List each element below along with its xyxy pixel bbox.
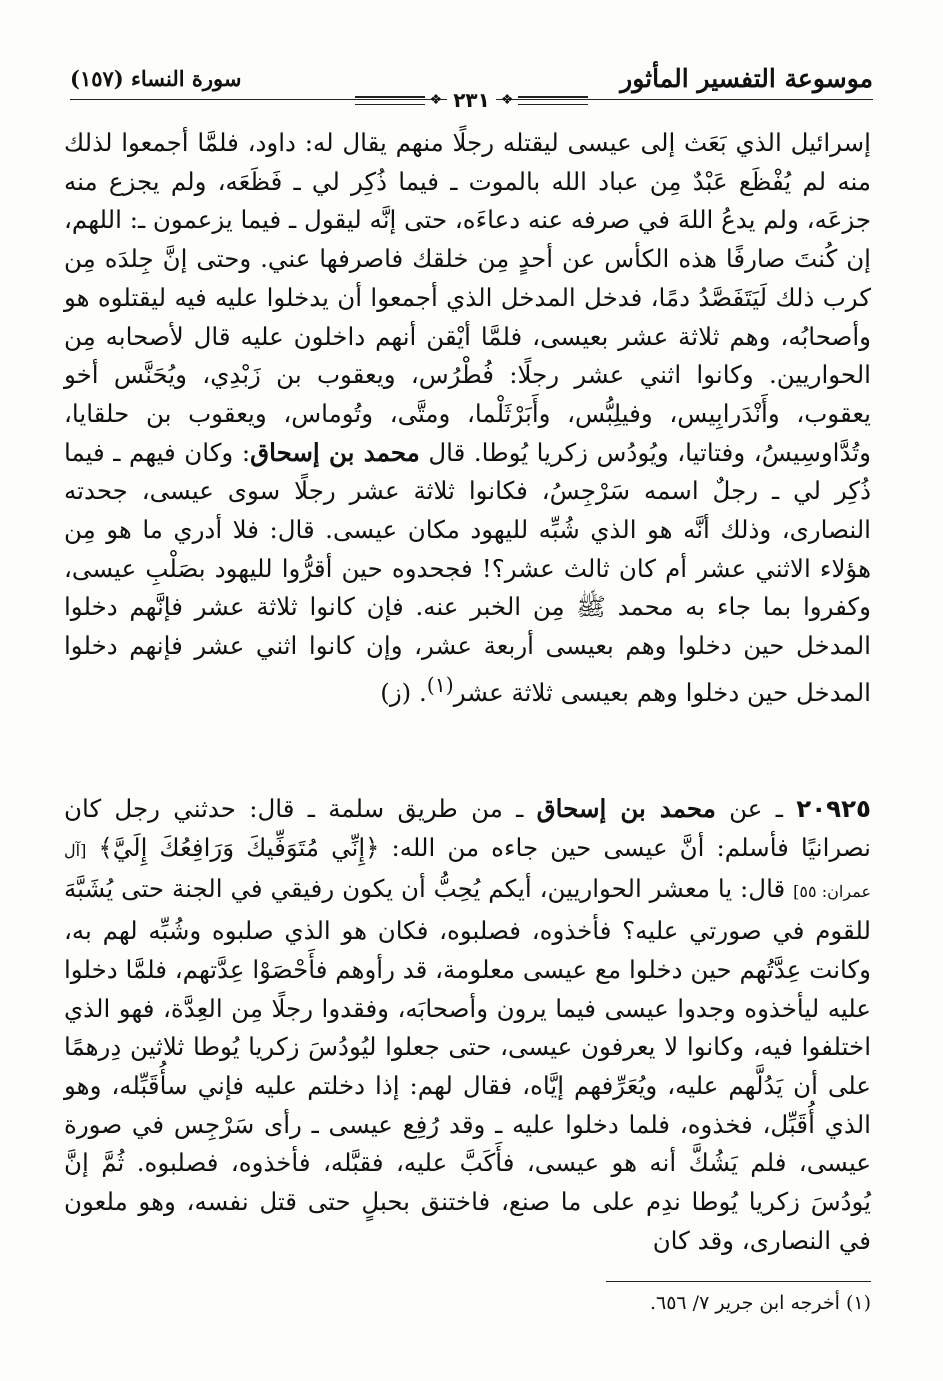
book-title: موسوعة التفسير المأثور xyxy=(620,63,873,93)
footnote: (١) أخرجه ابن جرير ٧/ ٦٥٦. xyxy=(649,1292,871,1314)
paragraph-text: ـ من طريق سلمة ـ قال: حدثني رجل كان نصرانيًا فأسلم: أنَّ عيسى حين جاءه من الله: ﴿إِنِّي مُتَوَفِّيكَ وَرَافِعُكَ إِلَيَّ﴾ xyxy=(64,794,871,862)
hadith-number: ٢٠٩٢٥ xyxy=(796,794,872,823)
footnote-rule xyxy=(606,1281,871,1282)
paragraph-continuation xyxy=(64,124,871,713)
hadith-entry xyxy=(64,790,871,1260)
source-code: . (ز) xyxy=(380,678,427,707)
narrator-name: محمد بن إسحاق xyxy=(250,437,420,467)
ornament-diamond-icon: ❖ xyxy=(429,92,443,108)
narrator-name: محمد بن إسحاق xyxy=(536,794,716,823)
footnote-marker: (١) xyxy=(426,672,454,697)
page-number-ornament xyxy=(0,88,943,112)
paragraph-text: قال: يا معشر الحواريين، أيكم يُحِبُّ أن يكون رفيقي في الجنة حتى يُشَبَّهَ للقوم في صورتي عليه؟ فأخذوه، فصلبوه، فكان هو الذي صلبوه وشُبِّه لهم به، وكانت عِدَّتُهم حين دخلوا مع عيسى معلومة، قد رأوهم فأَحْصَوْا عِدَّتهم، فلمَّا دخلوا عليه ليأخذوه وجدوا عيسى فيما يرون وأصحابَه، وفقدوا رجلًا مِن العِدَّة، فهو الذي اختلفوا فيه، وكانوا لا يعرفون عيسى، حتى جعلوا ليُودُسَ زكريا يُوطا ثلاثين دِرهمًا على أن يَدُلَّهم عليه، ويُعَرِّفهم إيَّاه، فقال لهم: إذا دخلتم عليه فإني سأُقَبِّله، وهو الذي أُقَبِّل، فخذوه، فلما دخلوا عليه ـ وقد رُفِع عيسى ـ رأى سَرْجِس في صورة عيسى، فلم يَشُكَّ أنه هو عيسى، فأَكَبَّ عليه، فقبَّله، فأخذوه، فصلبوه. ثُمَّ إنَّ يُودُسَ زكريا يُوطا ندِم على ما صنع، فاختنق بحبلٍ حتى قتل نفسه، وهو ملعون في النصارى، وقد كان xyxy=(64,874,872,1255)
quran-reference: [آل عمران: ٥٥] xyxy=(64,840,871,902)
ornament-line-left xyxy=(355,96,425,105)
paragraph-text: إسرائيل الذي بَعَث إلى عيسى ليقتله رجلًا منهم يقال له: داود، فلمَّا أجمعوا لذلك منه لم يُفْظَع عَبْدٌ مِن عباد الله بالموت ـ فيما ذُكِر لي ـ فَظَعَه، ولم يجزع منه جزعَه، ولم يدعُ اللهَ في صرفه عنه دعاءَه، حتى إنَّه ليقول ـ فيما يزعمون ـ: اللهم، إن كُنتَ صارفًا هذه الكأس عن أحدٍ مِن خلقك فاصرفها عني. وحتى إنَّ جِلدَه مِن كرب ذلك لَيَتَفَصَّدُ دمًا، فدخل المدخل الذي أجمعوا أن يدخلوا عليه فيه ليقتلوه هو وأصحابُه، وهم ثلاثة عشر بعيسى، فلمَّا أيْقن أنهم داخلون عليه قال لأصحابه مِن الحواريين. وكانوا اثني عشر رجلًا: فُطْرُس، ويعقوب بن زَبْدِي، ويُحَنَّس أخو يعقوب، وأَنْدَرابِيس، وفيلِبُّس، وأَبَرْثَلْما، ومتَّى، وتُوماس، ويعقوب بن حلقايا، وتُدَّاوسِيسُ، وفتاتيا، ويُودُس زكريا يُوطا. قال xyxy=(64,128,871,467)
ornament-line-right xyxy=(518,96,588,105)
paragraph-text: ـ عن xyxy=(715,794,797,823)
paragraph-text: : وكان فيهم ـ فيما ذُكِر لي ـ رجلٌ اسمه سَرْجِسُ، فكانوا ثلاثة عشر رجلًا سوى عيسى، جحدته النصارى، وذلك أنَّه هو الذي شُبِّه لليهود مكان عيسى. قال: فلا أدري ما هو مِن هؤلاء الاثني عشر أم كان ثالث عشر؟! فجحدوه حين أقرُّوا لليهود بصَلْبِ عيسى، وكفروا بما جاء به محمد ﷺ مِن الخبر عنه. فإن كانوا ثلاثة عشر فإنَّهم دخلوا المدخل حين دخلوا وهم بعيسى أربعة عشر، وإن كانوا اثني عشر فإنهم دخلوا المدخل حين دخلوا وهم بعيسى ثلاثة عشر xyxy=(64,437,871,707)
ornament-diamond-icon: ❖ xyxy=(500,92,514,108)
page-number: ٢٣١ xyxy=(447,88,496,112)
surah-reference: سورة النساء (١٥٧) xyxy=(70,65,242,91)
